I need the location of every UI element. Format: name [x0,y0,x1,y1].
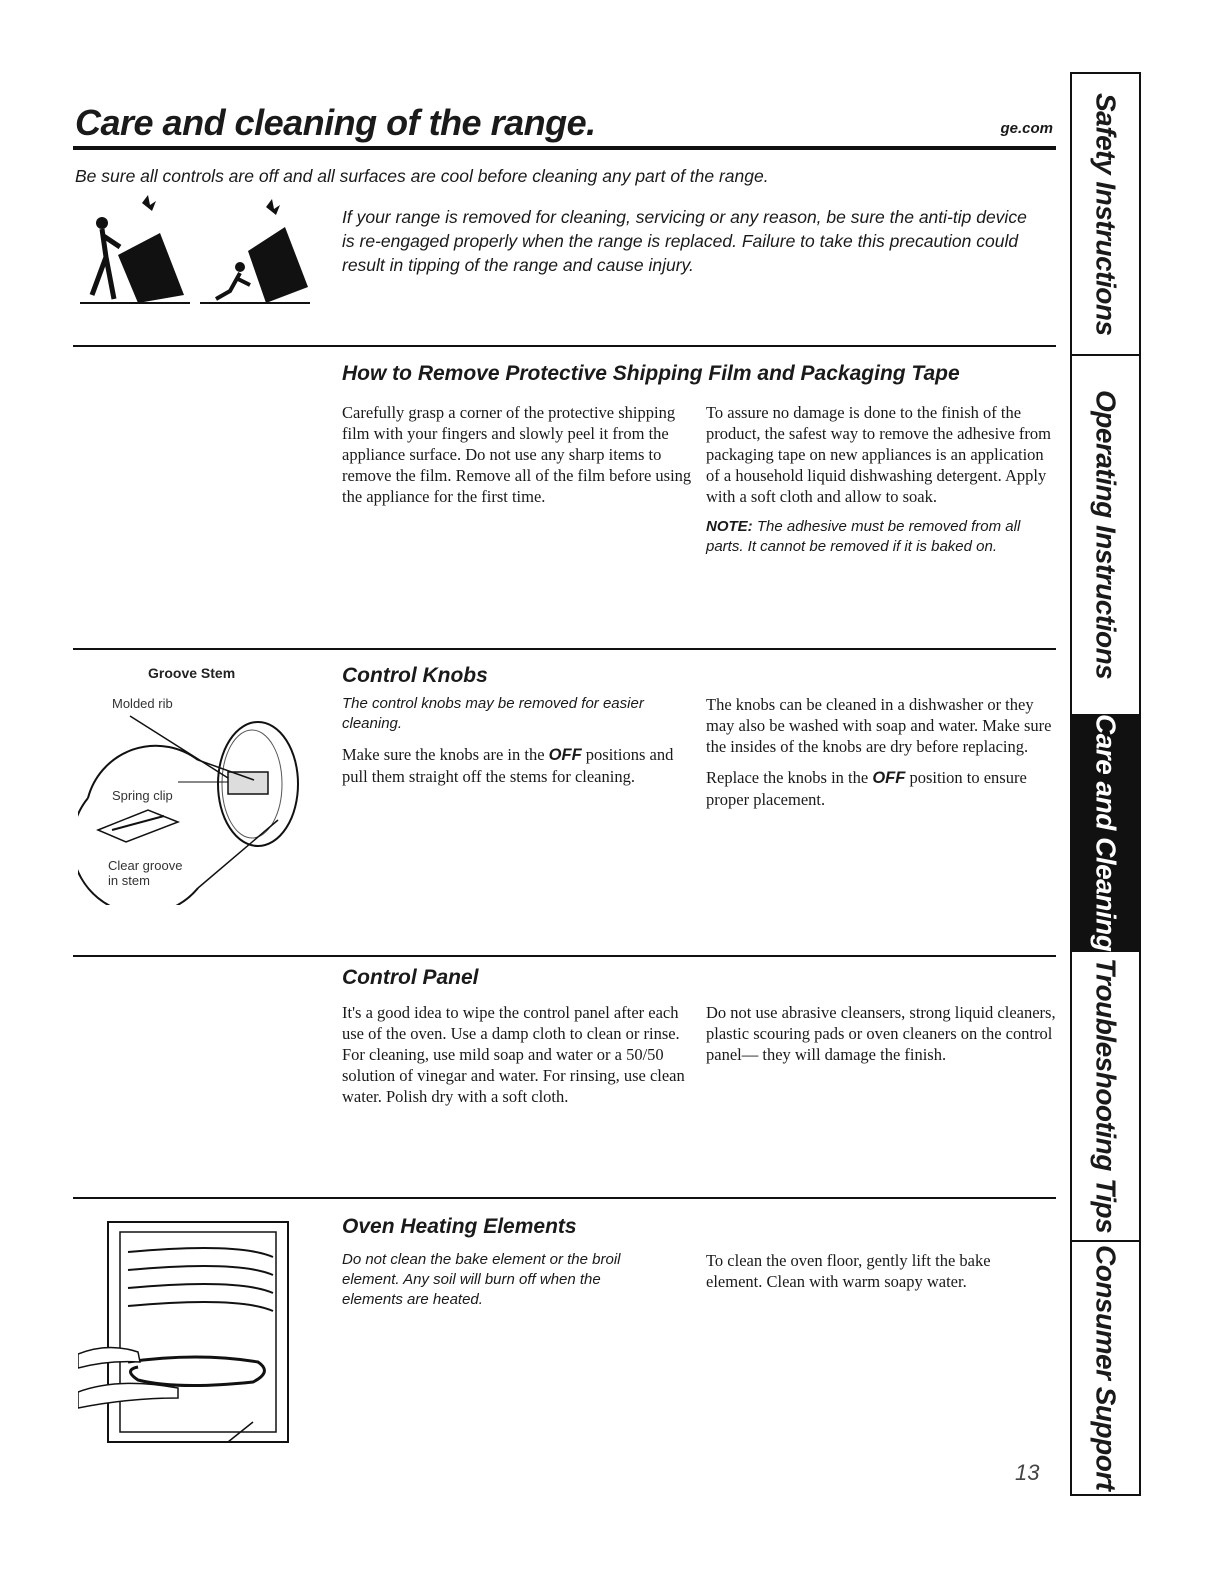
control-knobs-right-column [706,694,1056,820]
anti-tip-illustration [80,195,320,310]
tab-care-and-cleaning[interactable] [1072,716,1139,952]
text-span: Make sure the knobs are in the [342,745,549,764]
tab-label: Troubleshooting Tips [1090,958,1122,1234]
control-knob-diagram [78,660,318,905]
section-divider [73,648,1056,650]
label-clear-groove: Clear groove [108,858,183,873]
tab-troubleshooting-tips[interactable] [1072,952,1139,1242]
tipping-range-icon-right [200,199,310,303]
section-divider [73,1197,1056,1199]
text-span: position to ensure proper placement. [706,768,1027,809]
control-knobs-right-text: The knobs can be cleaned in a dishwasher or they may also be washed with soap and water. Make sure the insides of the knobs are dry before replacing. [706,695,1052,756]
page-title: Care and cleaning of the range. [75,102,596,143]
tab-label: Safety Instructions [1090,92,1122,336]
tab-consumer-support[interactable] [1072,1242,1139,1494]
control-panel-right-text: Do not use abrasive cleansers, strong liquid cleaners, plastic scouring pads or oven cleaners on the control panel— they will damage the finish. [706,1003,1056,1064]
shipping-film-left-text: Carefully grasp a corner of the protective shipping film with your fingers and slowly peel it from the appliance surface. Do not use any sharp items to remove the film. Remove all of the film before using the appliance for the first time. [342,403,692,506]
shipping-film-right-column [706,402,1056,567]
label-in-stem: in stem [108,873,150,888]
control-knobs-left-column [342,694,692,797]
off-keyword: OFF [548,746,582,764]
text-span: positions and pull them straight off the stems for cleaning. [342,745,674,786]
tab-label: Operating Instructions [1090,390,1122,680]
note-text: The adhesive must be removed from all parts. It cannot be removed if it is baked on. [706,518,1021,555]
shipping-film-left-column [342,402,692,517]
control-knobs-replace-text [706,767,1056,810]
control-knobs-left-text [342,744,692,787]
label-spring-clip: Spring clip [112,788,173,803]
label-molded-rib: Molded rib [112,696,173,711]
page-number: 13 [1015,1460,1040,1485]
control-panel-right-column [706,1002,1056,1075]
oven-elements-intro: Do not clean the bake element or the broil element. Any soil will burn off when the elements are heated. [342,1251,621,1308]
tab-safety-instructions[interactable] [1072,74,1139,356]
control-panel-left-text: It's a good idea to wipe the control panel after each use of the oven. Use a damp cloth to clean or rinse. For cleaning, use mild soap and water or a 50/50 solution of vinegar and water. For rinsing, use clean water. Polish dry with a soft cloth. [342,1003,685,1106]
control-panel-left-column [342,1002,692,1117]
oven-elements-heading: Oven Heating Elements [342,1215,577,1238]
control-knobs-intro: The control knobs may be removed for easier cleaning. [342,695,644,732]
off-keyword: OFF [872,769,906,787]
shipping-film-heading: How to Remove Protective Shipping Film and Packaging Tape [342,362,960,385]
control-panel-heading: Control Panel [342,966,479,989]
tab-label: Care and Cleaning [1090,714,1122,952]
tab-operating-instructions[interactable] [1072,356,1139,716]
website-link[interactable]: ge.com [1000,120,1053,137]
section-divider [73,955,1056,957]
shipping-film-note [706,517,1056,557]
shipping-film-right-text: To assure no damage is done to the finish of the product, the safest way to remove the adhesive from packaging tape on new appliances is an application of a household liquid dishwashing detergent. Apply with a soft cloth and allow to soak. [706,403,1052,506]
tipping-range-icon-left [80,195,190,303]
oven-elements-right-column [706,1250,1006,1302]
figure-title-groove-stem: Groove Stem [148,665,236,681]
spring-clip-icon [98,810,178,842]
section-divider [73,345,1056,347]
oven-elements-right-text: To clean the oven floor, gently lift the bake element. Clean with warm soapy water. [706,1251,991,1291]
tab-label: Consumer Support [1090,1245,1122,1491]
text-span: Replace the knobs in the [706,768,873,787]
sidebar-nav [1070,72,1141,1496]
intro-text: Be sure all controls are off and all surfaces are cool before cleaning any part of the range. [75,166,769,186]
control-knobs-heading: Control Knobs [342,664,488,687]
knob-icon [218,722,298,846]
anti-tip-warning: If your range is removed for cleaning, servicing or any reason, be sure the anti-tip device is re-engaged properly when the range is replaced. Failure to take this precaution could result in tipping of the range and cause injury. [342,207,1027,275]
oven-elements-left-column [342,1250,662,1320]
note-label: NOTE: [706,518,753,535]
oven-element-illustration [78,1212,308,1452]
header-rule [73,146,1056,150]
